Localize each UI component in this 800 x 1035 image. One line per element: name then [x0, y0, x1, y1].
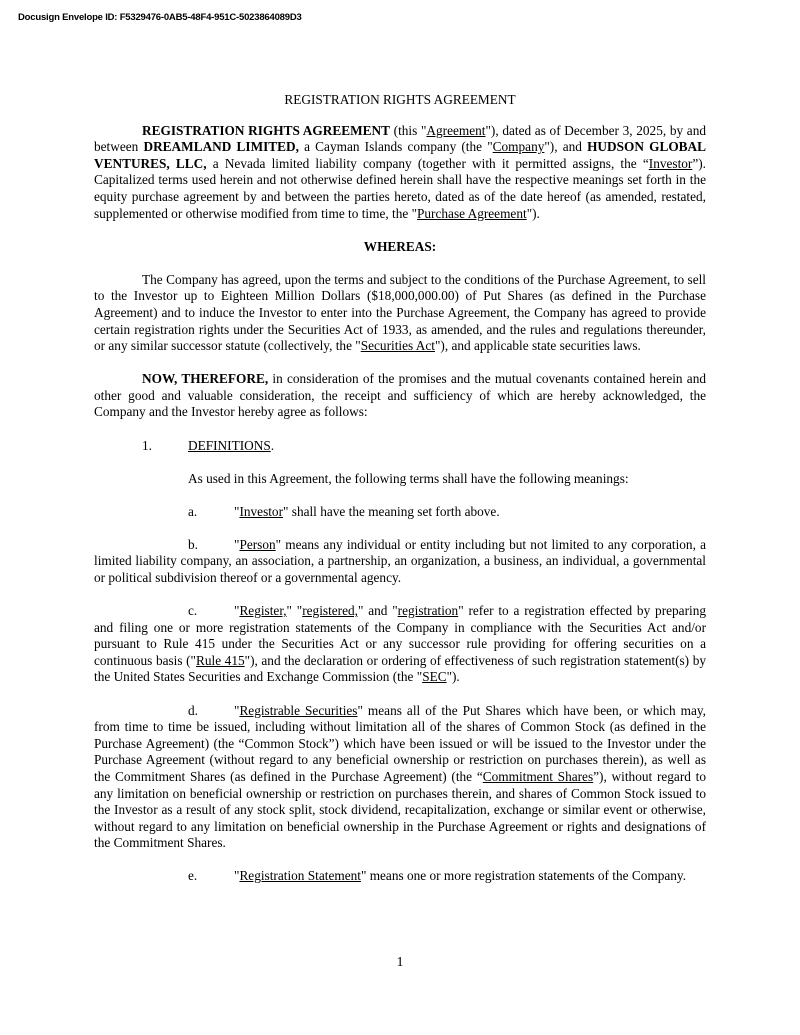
page-number: 1 [396, 955, 404, 970]
definition-d-registrable-securities: d. "Registrable Securities" means all of the Put Shares which have been, or which may, from time to time be issued, including without limitation all of the shares of Common Stock (as defined in the Purchase Agreement) (the “Common Stock”) which have been issued or will be issued to the Investor under the Purchase Agreement (without regard to any beneficial ownership or restriction on purchases therein), as well as the Commitment Shares (as defined in the Purchase Agreement) (the “Commitment Shares”), without regard to any limitation on beneficial ownership or restriction on purchases therein, and shares of Common Stock issued to the Investor as a result of any stock split, stock dividend, recapitalization, exchange or similar event or otherwise, without regard to any limitation on beneficial ownership in the Purchase Agreement or rights and designations of the Commitment Shares. [94, 702, 706, 851]
document-title: REGISTRATION RIGHTS AGREEMENT [284, 92, 516, 107]
preamble-paragraph: REGISTRATION RIGHTS AGREEMENT (this "Agreement"), dated as of December 3, 2025, by and between DREAMLAND LIMITED, a Cayman Islands company (the "Company"), and HUDSON GLOBAL VENTURES, LLC, a Nevada limited liability company (together with it permitted assigns, the “Investor”). Capitalized terms used herein and not otherwise defined herein shall have the respective meanings set forth in the equity purchase agreement by and between the parties hereto, dated as of the date hereof (as amended, restated, supplemented or otherwise modified from time to time, the "Purchase Agreement"). [94, 122, 707, 221]
whereas-heading: WHEREAS: [363, 238, 437, 254]
whereas-paragraph: The Company has agreed, upon the terms and subject to the conditions of the Purchase Agreement, to sell to the Investor up to Eighteen Million Dollars ($18,000,000.00) of Put Shares (as defined in the Purchase Agreement) and to induce the Investor to enter into the Purchase Agreement, the Company has agreed to provide certain registration rights under the Securities Act of 1933, as amended, and the rules and regulations thereunder, or any similar successor statute (collectively, the "Securities Act"), and applicable state securities laws. [94, 271, 706, 354]
definition-c-register: c. "Register," "registered," and "registration" refer to a registration effected by preparing and filing one or more registration statements of the Company in compliance with the Securities Act and/or pursuant to Rule 415 under the Securities Act or any successor rule providing for offering securities on a continuous basis ("Rule 415"), and the declaration or ordering of effectiveness of such registration statement(s) by the United States Securities and Exchange Commission (the "SEC"). [94, 603, 706, 685]
section-1-heading: 1. DEFINITIONS. [142, 437, 275, 453]
definitions-intro: As used in this Agreement, the following terms shall have the following meanings: [188, 470, 629, 486]
document-page [94, 92, 706, 901]
docusign-envelope-id: Docusign Envelope ID: F5329476-0AB5-48F4-951C-5023864089D3 [18, 12, 302, 23]
definition-a-investor: a. "Investor" shall have the meaning set forth above. [188, 503, 500, 519]
definition-b-person: b. "Person" means any individual or entity including but not limited to any corporation, a limited liability company, an association, a partnership, an organization, a business, an individual, a governmental or political subdivision thereof or a governmental agency. [94, 536, 706, 585]
definition-e-registration-statement: e. "Registration Statement" means one or more registration statements of the Company. [188, 868, 687, 884]
now-therefore-paragraph: NOW, THEREFORE, in consideration of the promises and the mutual covenants contained herein and other good and valuable consideration, the receipt and sufficiency of which are hereby acknowledged, the Company and the Investor hereby agree as follows: [94, 371, 706, 420]
